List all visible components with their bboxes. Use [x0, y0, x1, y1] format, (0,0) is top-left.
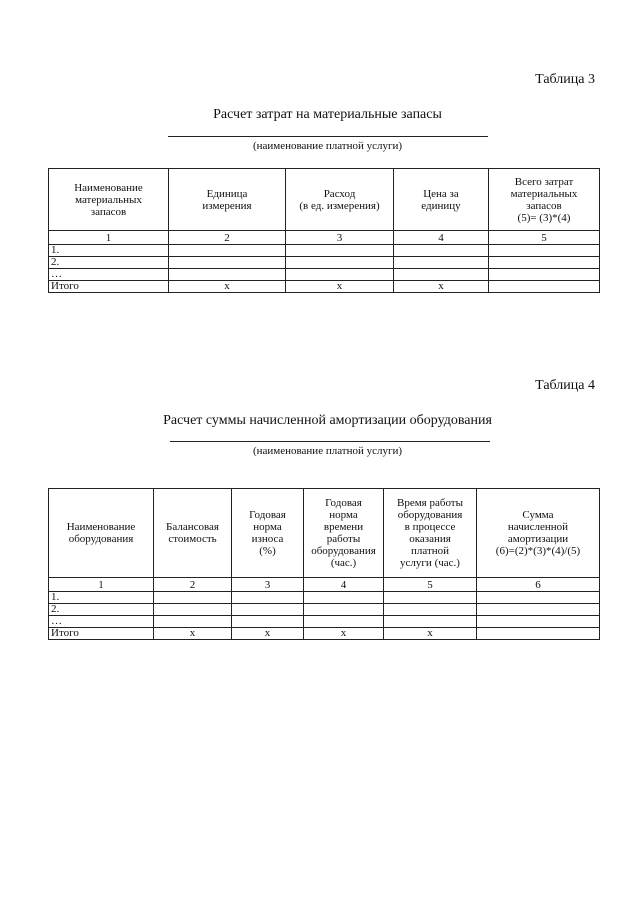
row-label: … [49, 616, 154, 628]
table-cell [384, 616, 477, 628]
total-cell: х [169, 281, 286, 293]
total-cell [477, 628, 600, 640]
row-label: 2. [49, 604, 154, 616]
table3-name-line [168, 136, 488, 137]
table4-subtitle: (наименование платной услуги) [252, 445, 403, 457]
total-cell: х [154, 628, 232, 640]
table4-total-row [49, 628, 600, 640]
table3-header-total: Всего затрат материальных запасов (5)= (3)*(4) [489, 169, 600, 231]
table3-col-number: 3 [286, 231, 394, 245]
table-cell [154, 616, 232, 628]
table-cell [169, 245, 286, 257]
table-row [49, 245, 600, 257]
table3 [48, 168, 600, 293]
total-label: Итого [49, 281, 169, 293]
table4-header-annual-hours: Годовая норма времени работы оборудования (час.) [304, 489, 384, 578]
table3-header-unit: Единица измерения [169, 169, 286, 231]
table-cell [286, 245, 394, 257]
table3-header-consumption: Расход (в ед. измерения) [286, 169, 394, 231]
table4-header-row [49, 489, 600, 578]
table-cell [232, 604, 304, 616]
table-cell [154, 592, 232, 604]
table-cell [232, 616, 304, 628]
table-row [49, 604, 600, 616]
table-cell [394, 245, 489, 257]
table3-number-row [49, 231, 600, 245]
table-cell [304, 604, 384, 616]
table3-subtitle: (наименование платной услуги) [252, 140, 403, 152]
table-row [49, 616, 600, 628]
table-cell [304, 616, 384, 628]
table-cell [477, 616, 600, 628]
table4-header-balance: Балансовая стоимость [154, 489, 232, 578]
table-cell [394, 269, 489, 281]
table4-name-line [170, 441, 490, 442]
row-label: 2. [49, 257, 169, 269]
table4-col-number: 4 [304, 578, 384, 592]
table-cell [169, 257, 286, 269]
table3-col-number: 5 [489, 231, 600, 245]
table4-col-number: 3 [232, 578, 304, 592]
table3-header-name: Наименование материальных запасов [49, 169, 169, 231]
table-cell [384, 592, 477, 604]
table-row [49, 592, 600, 604]
table3-col-number: 1 [49, 231, 169, 245]
table3-col-number: 4 [394, 231, 489, 245]
table3-header-price: Цена за единицу [394, 169, 489, 231]
table-cell [384, 604, 477, 616]
total-cell: х [304, 628, 384, 640]
table-cell [169, 269, 286, 281]
table-cell [489, 245, 600, 257]
table-cell [477, 592, 600, 604]
table4-number-row [49, 578, 600, 592]
total-cell: х [286, 281, 394, 293]
table3-total-row [49, 281, 600, 293]
table4 [48, 488, 600, 640]
row-label: 1. [49, 245, 169, 257]
table4-header-depreciation: Сумма начисленной амортизации (6)=(2)*(3)*(4)/(5) [477, 489, 600, 578]
table3-header-row [49, 169, 600, 231]
total-cell [489, 281, 600, 293]
table-cell [304, 592, 384, 604]
table4-col-number: 5 [384, 578, 477, 592]
table4-title: Расчет суммы начисленной амортизации оборудования [163, 413, 492, 428]
table3-col-number: 2 [169, 231, 286, 245]
table-cell [489, 269, 600, 281]
table-row [49, 257, 600, 269]
table-cell [232, 592, 304, 604]
table4-col-number: 1 [49, 578, 154, 592]
total-cell: х [394, 281, 489, 293]
table-row [49, 269, 600, 281]
table-cell [286, 269, 394, 281]
table4-header-service-hours: Время работы оборудования в процессе оказания платной услуги (час.) [384, 489, 477, 578]
table-cell [477, 604, 600, 616]
total-label: Итого [49, 628, 154, 640]
total-cell: х [384, 628, 477, 640]
table4-header-wear-rate: Годовая норма износа (%) [232, 489, 304, 578]
table3-title: Расчет затрат на материальные запасы [213, 107, 442, 122]
table4-header-name: Наименование оборудования [49, 489, 154, 578]
table-cell [154, 604, 232, 616]
table4-label: Таблица 4 [535, 378, 595, 393]
table-cell [286, 257, 394, 269]
table-cell [489, 257, 600, 269]
total-cell: х [232, 628, 304, 640]
table4-col-number: 2 [154, 578, 232, 592]
table-cell [394, 257, 489, 269]
row-label: 1. [49, 592, 154, 604]
table4-col-number: 6 [477, 578, 600, 592]
table3-label: Таблица 3 [535, 72, 595, 87]
row-label: … [49, 269, 169, 281]
